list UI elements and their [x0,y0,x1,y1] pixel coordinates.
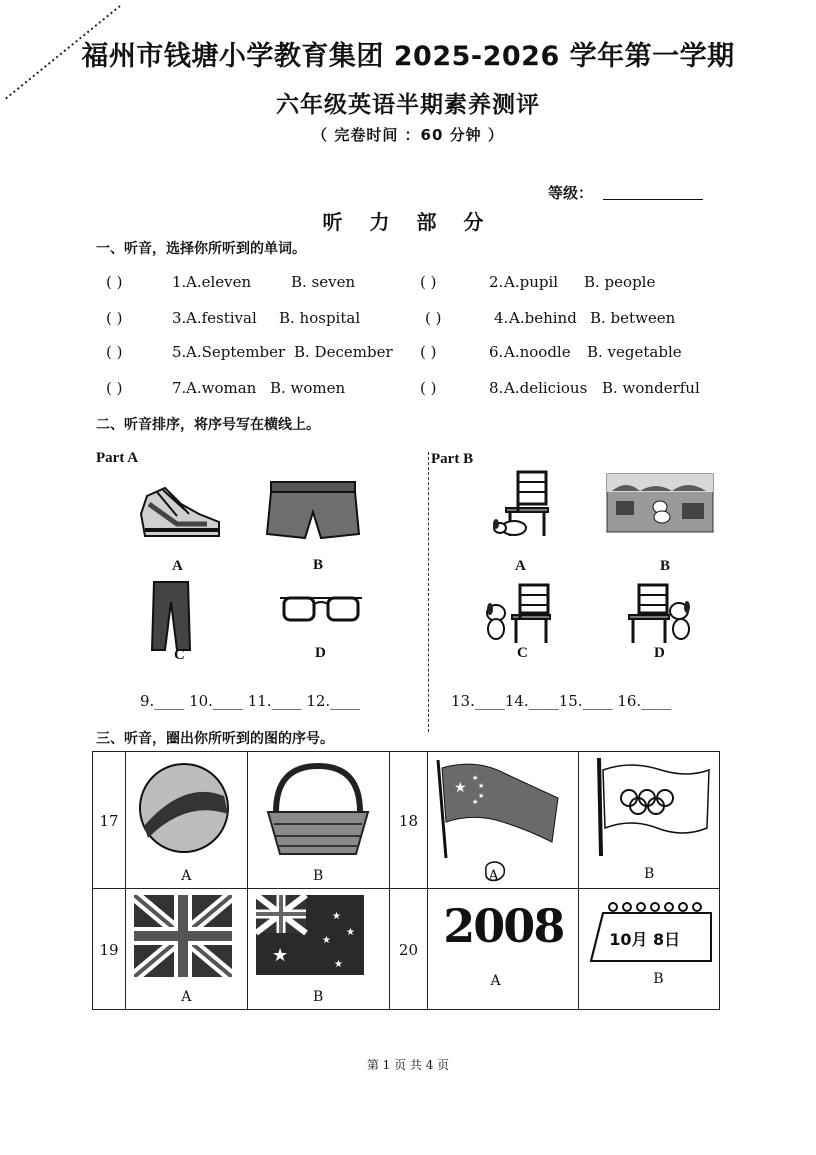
australia-flag-image [256,895,364,975]
olympic-flag-image [591,756,711,856]
svg-text:★: ★ [321,935,331,946]
svg-text:★: ★ [478,782,485,790]
answer-paren[interactable]: ( ) [106,309,123,327]
option-a: A.noodle [504,343,571,361]
question-number: 6. [489,343,504,361]
question-number-cell [93,752,126,889]
calendar-date-text: 10月 8日 [609,930,681,949]
option-a: A.woman [186,379,257,397]
grade-blank[interactable] [603,199,703,200]
option-a: A.festival [186,309,257,327]
listening-section-title: 听 力 部 分 [322,210,494,234]
option-b: B. seven [291,273,356,291]
picture-cell[interactable] [125,752,247,889]
question-number: 2. [489,273,504,291]
question-number: 19 [99,940,119,959]
svg-text:★: ★ [472,774,479,782]
question-number: 8. [489,379,504,397]
part3-heading: 三、听音，圈出你所听到的图的序号。 [96,731,334,747]
part-a-answer-blanks[interactable]: 9.____ 10.____ 11.____ 12.____ [140,692,361,710]
part-divider [428,452,429,732]
option-a-caption: A [490,973,501,989]
exam-title: 福州市钱塘小学教育集团 2025-2026 学年第一学期 [81,41,735,72]
question-number: 17 [99,811,119,830]
dog-behind-chair-image [625,583,697,645]
picture-cell[interactable] [579,752,720,889]
picture-cell[interactable] [247,889,389,1010]
question-number: 18 [398,811,419,830]
answer-paren[interactable]: ( ) [106,379,123,397]
shorts-image [265,478,361,542]
part-b-label: A [515,558,526,574]
answer-paren[interactable]: ( ) [420,343,437,361]
question-number-cell [93,889,126,1010]
svg-text:★: ★ [345,927,355,938]
option-b: B. hospital [279,309,361,327]
picture-cell[interactable] [428,889,579,1010]
park-scene-image [606,473,714,533]
dog-under-chair-image [488,468,554,540]
ball-image [136,760,232,856]
question-number: 1. [172,273,187,291]
question-number: 3. [172,309,187,327]
sneakers-image [137,474,223,546]
picture-cell[interactable] [579,889,720,1010]
option-a-caption: A [181,868,192,884]
option-b: B. women [270,379,346,397]
option-b: B. vegetable [587,343,682,361]
question-number-cell [389,889,428,1010]
question-number-cell [389,752,428,889]
answer-paren[interactable]: ( ) [106,343,123,361]
part-b-label: C [517,645,528,661]
option-a: A.September [186,343,286,361]
svg-text:★: ★ [331,911,341,922]
picture-cell[interactable] [125,889,247,1010]
exam-subtitle: 六年级英语半期素养测评 [276,92,540,118]
part1-heading: 一、听音，选择你所听到的单词。 [96,241,306,257]
part2-heading: 二、听音排序，将序号写在横线上。 [96,417,320,433]
part-a-label: B [313,557,324,573]
part-a-label: A [172,558,183,574]
option-b: B. people [584,273,656,291]
dog-beside-chair-image [480,583,552,645]
answer-paren[interactable]: ( ) [420,273,437,291]
option-b-caption: B [653,971,664,987]
option-a: A.behind [509,309,577,327]
option-b: B. between [590,309,676,327]
answer-paren[interactable]: ( ) [420,379,437,397]
page-footer: 第 1 页 共 4 页 [366,1058,450,1072]
svg-text:★: ★ [454,780,468,796]
picture-choice-table [92,751,720,1010]
grade-label: 等级： [548,184,594,202]
option-b-caption: B [312,868,324,884]
option-a-caption: A [181,989,192,1005]
part-b-label: B [660,558,671,574]
option-b-caption: B [312,989,324,1005]
option-a: A.pupil [504,273,559,291]
trousers-image [146,580,196,652]
uk-flag-image [134,895,232,977]
exam-time-note: （ 完卷时间 ：60 分钟 ） [312,126,504,144]
glasses-image [278,592,364,628]
question-number: 5. [172,343,187,361]
picture-cell[interactable] [428,752,579,889]
part-a-label: C [174,647,185,663]
part-a-title: Part A [96,450,139,466]
answer-paren[interactable]: ( ) [106,273,123,291]
part-a-label: D [315,645,326,661]
china-flag-image [436,758,562,858]
option-b-caption: B [643,866,655,882]
svg-text:★: ★ [472,798,479,806]
svg-text:★: ★ [271,945,288,966]
part-b-answer-blanks[interactable]: 13.____14.____15.____ 16.____ [451,692,672,710]
svg-text:★: ★ [478,792,485,800]
question-number: 7. [172,379,187,397]
basket-image [262,762,374,858]
option-b: B. wonderful [602,379,700,397]
question-number: 20 [398,940,419,959]
year-2008-image: 2008 [443,899,564,953]
option-a: A.eleven [186,273,252,291]
svg-text:★: ★ [333,959,343,970]
option-b: B. December [294,343,393,361]
picture-cell[interactable] [247,752,389,889]
option-a: A.delicious [504,379,588,397]
answer-paren[interactable]: ( ) [425,309,442,327]
part-b-label: D [654,645,665,661]
question-number: 4. [494,309,509,327]
part-b-title: Part B [431,451,474,467]
option-a-caption: A [488,868,499,884]
